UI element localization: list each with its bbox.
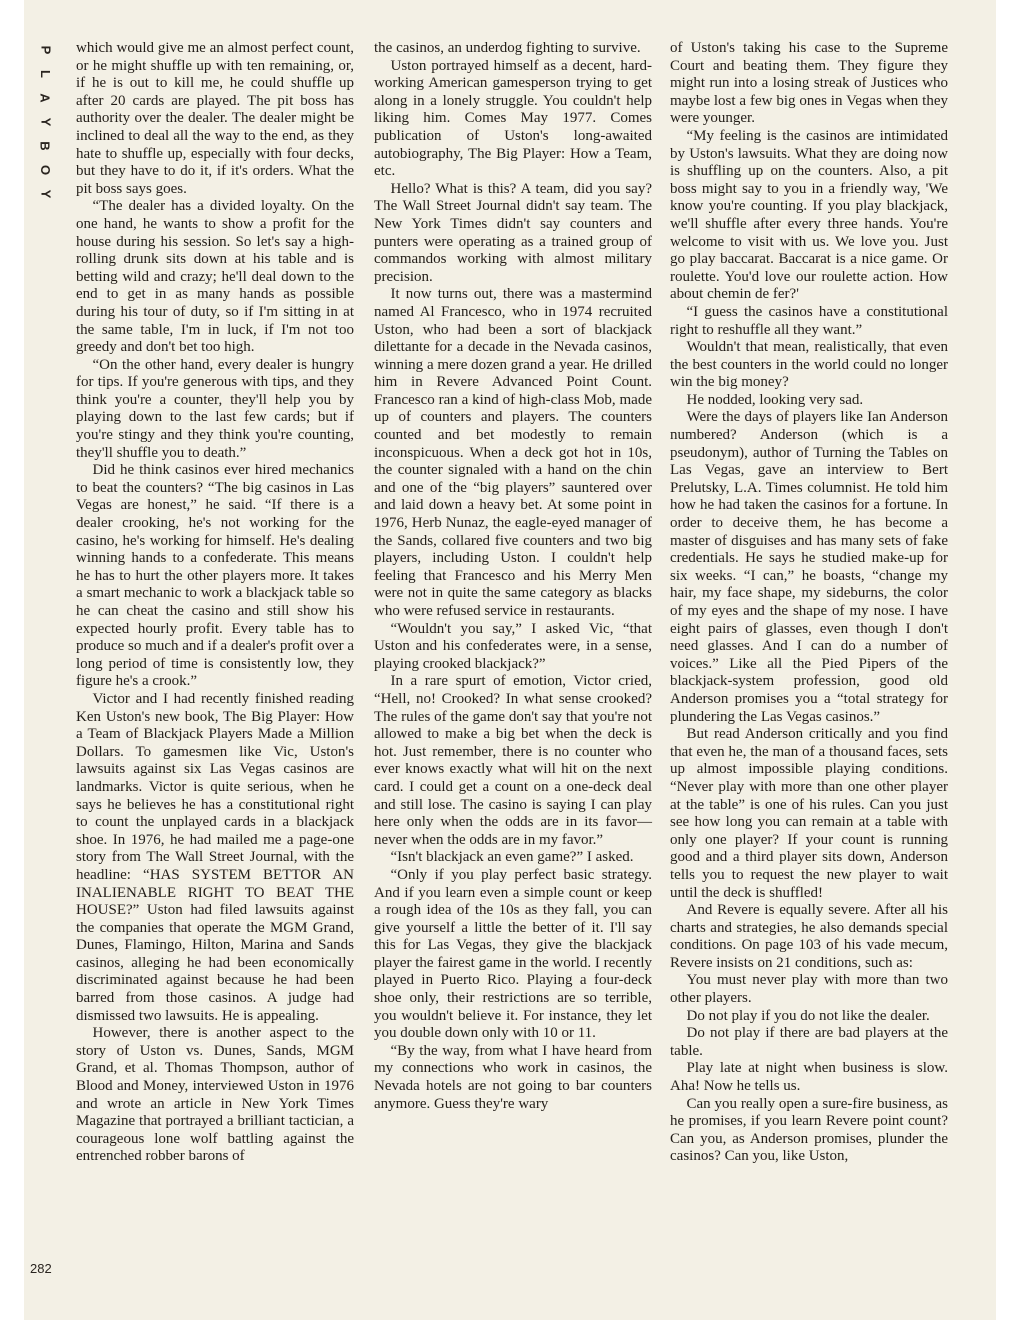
page-number: 282 <box>30 1261 52 1276</box>
paragraph: Victor and I had recently finished reading Ken Uston's new book, The Big Player: How a Team of Blackjack Players Made a Million Dollars. To gamesmen like Vic, Uston's lawsuits against six Las Vegas casinos are landmarks. Victor is quite serious, when he says he believes he has a constitutional right to count the unplayed cards in a blackjack shoe. In 1976, he had mailed me a page-one story from The Wall Street Journal, with the headline: “HAS SYSTEM BETTOR AN INALIENABLE RIGHT TO BEAT THE HOUSE?” Uston had filed lawsuits against the companies that operate the MGM Grand, Dunes, Flamingo, Hilton, Marina and Sands casinos, alleging he had been economically discriminated against because he had been barred from those casinos. A judge had dismissed two lawsuits. He is appealing. <box>76 690 354 1024</box>
paragraph: of Uston's taking his case to the Supreme Court and beating them. They figure they might run into a losing streak of Justices who maybe lost a few big ones in Vegas when they were younger. <box>670 40 948 127</box>
paragraph: “By the way, from what I have heard from my connections who work in casinos, the Nevada hotels are not going to bar counters anymore. Guess they're wary <box>374 1042 652 1112</box>
paragraph: “On the other hand, every dealer is hungry for tips. If you're generous with tips, and they think you're a counter, they'll help you by playing down to the last few cards; but if you're stingy and they think you're counting, they'll shuffle you to death.” <box>76 356 354 461</box>
paragraph: However, there is another aspect to the story of Uston vs. Dunes, Sands, MGM Grand, et al. Thomas Thompson, author of Blood and Money, interviewed Uston in 1976 and wrote an article in New York Times Magazine that portrayed a brilliant tactician, a courageous lone wolf battling against the entrenched robber barons of <box>76 1025 354 1165</box>
paragraph: Play late at night when business is slow. Aha! Now he tells us. <box>670 1060 948 1095</box>
text-column-1 <box>76 40 354 1166</box>
side-letter-o: O <box>38 164 53 176</box>
side-letter-y2: Y <box>37 189 53 199</box>
text-column-3 <box>670 40 948 1166</box>
paragraph: the casinos, an underdog fighting to survive. <box>374 40 641 56</box>
paragraph: “Isn't blackjack an even game?” I asked. <box>390 849 634 866</box>
paragraph: “I guess the casinos have a constitutional right to reshuffle all they want.” <box>670 303 948 338</box>
paragraph: It now turns out, there was a mastermind named Al Francesco, who in 1974 recruited Uston, who had been a sort of blackjack dilettante for a decade in the Nevada casinos, winning a mere dozen grand a year. He drilled him in Revere Advanced Point Count. Francesco ran a kind of high-class Mob, made up of counters and players. The counters counted and bet modestly to remain inconspicuous. When a deck got hot in 10s, the counter signaled with a hand on the chin and one of the “big players” sauntered over and laid down a heavy bet. At some point in 1976, Herb Nunaz, the eagle-eyed manager of the Sands, collared five counters and two big players, including Uston. I couldn't help feeling that Francesco and his Merry Men were not in quite the same category as blacks who were refused service in restaurants. <box>374 286 652 619</box>
paragraph: Did he think casinos ever hired mechanics to beat the counters? “The big casinos in Las Vegas are honest,” he said. “If there is a dealer crooking, he's not working for the casino, he's working for himself. He's dealing winning hands to a confederate. This means he has to hurt the other players more. It takes a smart mechanic to work a blackjack table so he can cheat the casino and still show his expected hourly profit. Every table has to produce so much and if a dealer's profit over a long period of time is consistently low, they figure he's a crook.” <box>76 462 355 690</box>
paragraph: which would give me an almost perfect count, or he might shuffle up with ten remaining, or, if he is out to kill me, he could shuffle up after 20 cards are played. The pit boss has authority over the dealer. The dealer might be inclined to deal all the way to the end, as they hate to shuffle up, especially with four decks, but they have to do it, if it's orders. What the pit boss says goes. <box>76 40 354 197</box>
side-letter-a: A <box>37 93 53 103</box>
side-letter-y: Y <box>37 117 53 127</box>
paragraph: Do not play if you do not like the dealer. <box>686 1007 930 1024</box>
paragraph: “Wouldn't you say,” I asked Vic, “that Uston and his confederates were, in a sense, playing crooked blackjack?” <box>374 620 652 672</box>
side-letter-l: L <box>37 70 53 78</box>
paragraph: You must never play with more than two other players. <box>670 972 948 1007</box>
paragraph: “My feeling is the casinos are intimidated by Uston's lawsuits. What they are doing now is shuffling up on the counters. Also, a pit boss might say to you in a friendly way, 'We know you're counting. If you play blackjack, we'll shuffle after every three hands. You're welcome to visit with us. We love you. Just go play baccarat. Baccarat is a nice game. Or roulette. You'd love our roulette action. How about chemin de fer?' <box>670 127 948 303</box>
paragraph: He nodded, looking very sad. <box>686 391 864 408</box>
paragraph: Do not play if there are bad players at the table. <box>670 1025 948 1059</box>
side-letter-b: B <box>37 141 53 151</box>
paragraph: Uston portrayed himself as a decent, hard-working American gamesperson trying to get along in a lonely struggle. You couldn't help liking him. Comes May 1977. Comes publication of Uston's long-awaited autobiography, The Big Player: How a Team, etc. <box>374 57 652 180</box>
paragraph: “Only if you play perfect basic strategy. And if you learn even a simple count or keep a rough idea of the 10s as they fall, you can give yourself a little the better of it. I'll say this for Las Vegas, they give the blackjack player the fairest game in the world. I recently played in Puerto Rico. Playing a four-deck shoe only, their restrictions are so terrible, you wouldn't believe it. For instance, they let you double down only with 10 or 11. <box>374 866 652 1042</box>
paragraph: And Revere is equally severe. After all his charts and strategies, he also demands special conditions. On page 103 of his vade mecum, Revere insists on 21 conditions, such as: <box>670 902 948 971</box>
side-letter-p: P <box>37 45 53 55</box>
paragraph: But read Anderson critically and you find that even he, the man of a thousand faces, sets up almost impossible playing conditions. “Never play with more than one other player at the table” is one of his rules. Can you just see how long you can remain at a table with only one player? If your count is running good and a third player sits down, Anderson tells you to request the new player to wait until the deck is shuffled! <box>670 726 948 901</box>
paragraph: In a rare spurt of emotion, Victor cried, “Hell, no! Crooked? In what sense crooked? The rules of the game don't say that you're not allowed to make a big bet when the deck is hot. Just remember, there is no counter who ever knows exactly what will hit on the next card. I could get a count on a one-deck deal and still lose. The casino is saying I can play here only when the odds are in its favor—never when the odds are in my favor.” <box>374 673 652 848</box>
paragraph: Can you really open a sure-fire business, as he promises, if you learn Revere point count? Can you, as Anderson promises, plunder the casinos? Can you, like Uston, <box>670 1095 948 1165</box>
paragraph: Hello? What is this? A team, did you say? The Wall Street Journal didn't say team. The New York Times didn't say counters and punters were operating as a trained group of commandos working with almost military precision. <box>374 180 652 285</box>
paragraph: Were the days of players like Ian Anderson numbered? Anderson (which is a pseudonym), author of Turning the Tables on Las Vegas, gave an interview to Bert Prelutsky, L.A. Times columnist. He told him how he had taken the casinos for a fortune. In order to deceive them, he has become a master of disguises and has many sets of fake credentials. He says he studied make-up for six weeks. “I can,” he boasts, “change my hair, my face shape, my sideburns, the color of my eyes and the shape of my nose. I have eight pairs of glasses, even though I don't need glasses. And I can do a number of voices.” Like all the Pied Pipers of the blackjack-system profession, good old Anderson promises you a “total strategy for plundering the Las Vegas casinos.” <box>670 409 948 725</box>
paragraph: Wouldn't that mean, realistically, that even the best counters in the world could no longer win the big money? <box>670 339 948 391</box>
paragraph: “The dealer has a divided loyalty. On the one hand, he wants to show a profit for the house during his session. So let's say a high-rolling drunk sits down at his table and is betting wild and crazy; he'll deal down to the end to get in as many hands as possible during his tour of duty, so if I'm sitting in at the same table, I'm in luck, if I'm not too greedy and don't bet too high. <box>76 198 354 356</box>
magazine-side-label <box>34 38 56 206</box>
text-column-2 <box>374 40 652 1113</box>
